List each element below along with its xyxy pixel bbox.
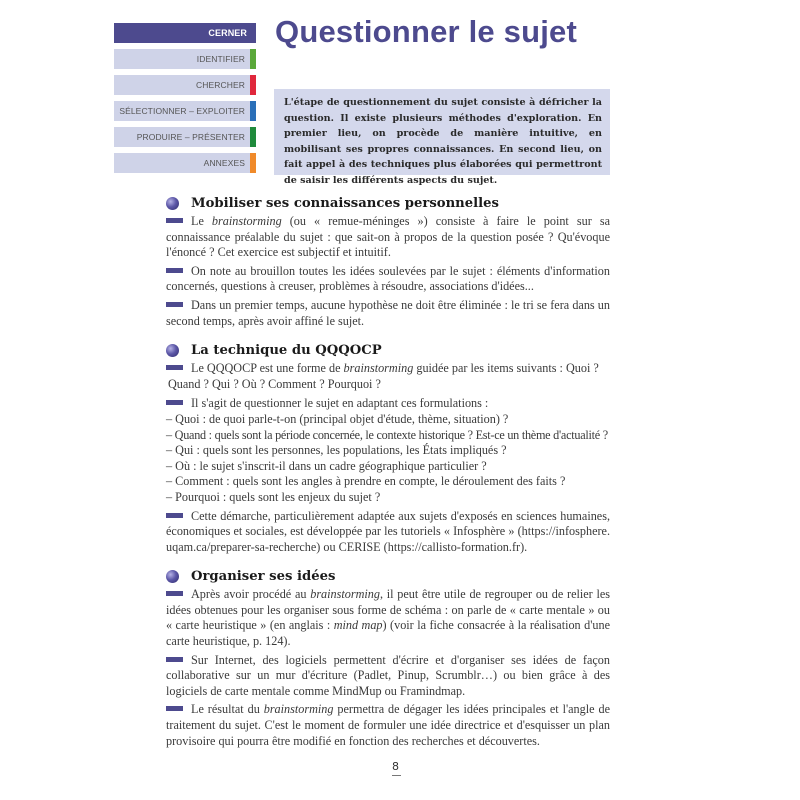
nav-item-produire-presenter[interactable] (114, 127, 256, 147)
section-title: Mobiliser ses connaissances personnelles (191, 195, 499, 211)
paragraph: Après avoir procédé au brainstorming, il peut être utile de regrouper ou de relier les idées obtenues pour les organiser sous forme de schéma : on parle de « carte mentale » ou « carte heuristique » (en anglais : mind map) (voir la fiche consacrée à la réalisation d'une carte heuristique, p. 124). (166, 587, 610, 649)
section-title: La technique du QQQOCP (191, 342, 382, 358)
dash-marker-icon (166, 400, 183, 405)
paragraph: Le brainstorming (ou « remue-méninges ») consiste à faire le point sur sa connaissance préalable du sujet : que sait-on à propos de la question posée ? Qu'évoque l'énoncé ? Cet exercice est subjectif et intuitif. (166, 214, 610, 260)
page-title: Questionner le sujet (275, 14, 578, 49)
dash-marker-icon (166, 513, 183, 518)
list-item: – Quand : quels sont la période concernée, le contexte historique ? Est-ce un thème d'actualité ? (166, 427, 608, 442)
paragraph-continuation: Quand ? Qui ? Où ? Comment ? Pourquoi ? (168, 376, 381, 391)
nav-item-chercher[interactable] (114, 75, 256, 95)
dash-marker-icon (166, 706, 183, 711)
nav-item-selectionner-exploiter[interactable] (114, 101, 256, 121)
color-tab-orange (250, 153, 256, 173)
dash-marker-icon (166, 591, 183, 596)
list-item: – Pourquoi : quels sont les enjeux du sujet ? (166, 489, 381, 504)
color-tab-red (250, 75, 256, 95)
dash-marker-icon (166, 218, 183, 223)
section-title: Organiser ses idées (191, 568, 336, 584)
section-mobiliser (166, 193, 610, 329)
list-item: – Où : le sujet s'inscrit-il dans un cadre géographique particulier ? (166, 458, 487, 473)
color-tab-darkgreen (250, 127, 256, 147)
paragraph: Cette démarche, particulièrement adaptée aux sujets d'exposés en sciences humaines, économiques et sociales, est développée par les tutoriels « Infosphère » (https://infosphere. uqam.ca/preparer-sa-recherche) ou CERISE (https://callisto-formation.fr). (166, 508, 610, 554)
main-content (166, 193, 610, 760)
dash-marker-icon (166, 365, 183, 370)
section-qqqocp (166, 340, 610, 555)
dash-marker-icon (166, 302, 183, 307)
dash-marker-icon (166, 657, 183, 662)
paragraph: Sur Internet, des logiciels permettent d'écrire et d'organiser ses idées de façon collaborative sur un mur d'écriture (Padlet, Pinup, Scrumblr…) ou bien grâce à des logiciels de carte mentale comme MindMup ou Framindmap. (166, 652, 610, 698)
list-item: – Qui : quels sont les personnes, les populations, les États impliqués ? (166, 443, 507, 458)
page-number: 8 (392, 760, 401, 776)
list-item: – Comment : quels sont les angles à prendre en compte, le déroulement des faits ? (166, 474, 566, 489)
intro-box (274, 89, 610, 186)
intro-text: L'étape de questionnement du sujet consiste à défricher la question. Il existe plusieurs méthodes d'exploration. En premier lieu, on procède de manière intuitive, en mobilisant ses propres connaissances. En second lieu, on fait appel à des techniques plus élaborées qui permettront de saisir les différents aspects du sujet. (284, 97, 602, 186)
dash-marker-icon (166, 268, 183, 273)
nav-item-label: PRODUIRE – PRÉSENTER (136, 132, 245, 142)
paragraph: On note au brouillon toutes les idées soulevées par le sujet : éléments d'information concernés, questions à creuser, problèmes à résoudre, associations d'idées... (166, 263, 610, 294)
sphere-bullet-icon (166, 570, 179, 583)
paragraph: Le QQQOCP est une forme de brainstorming guidée par les items suivants : Quoi ? (166, 361, 610, 377)
chapter-nav (114, 23, 256, 179)
nav-item-cerner[interactable] (114, 23, 256, 43)
color-tab-blue (250, 101, 256, 121)
nav-item-label: SÉLECTIONNER – EXPLOITER (119, 106, 245, 116)
paragraph: Dans un premier temps, aucune hypothèse ne doit être éliminée : le tri se fera dans un second temps, après avoir affiné le sujet. (166, 297, 610, 328)
nav-item-identifier[interactable] (114, 49, 256, 69)
nav-item-label: CHERCHER (196, 80, 245, 90)
nav-item-label: IDENTIFIER (196, 54, 245, 64)
nav-item-label: CERNER (208, 28, 247, 38)
section-organiser (166, 566, 610, 749)
paragraph: Le résultat du brainstorming permettra de dégager les idées principales et l'angle de traitement du sujet. C'est le moment de formuler une idée directrice et d'esquisser un plan provisoire qui pourra être modifié en fonction des recherches et découvertes. (166, 702, 610, 748)
paragraph: Il s'agit de questionner le sujet en adaptant ces formulations : (166, 396, 610, 412)
nav-item-annexes[interactable] (114, 153, 256, 173)
sphere-bullet-icon (166, 197, 179, 210)
question-list (166, 412, 610, 506)
sphere-bullet-icon (166, 344, 179, 357)
nav-item-label: ANNEXES (203, 158, 245, 168)
list-item: – Quoi : de quoi parle-t-on (principal objet d'étude, thème, situation) ? (166, 411, 509, 426)
color-tab-green (250, 49, 256, 69)
